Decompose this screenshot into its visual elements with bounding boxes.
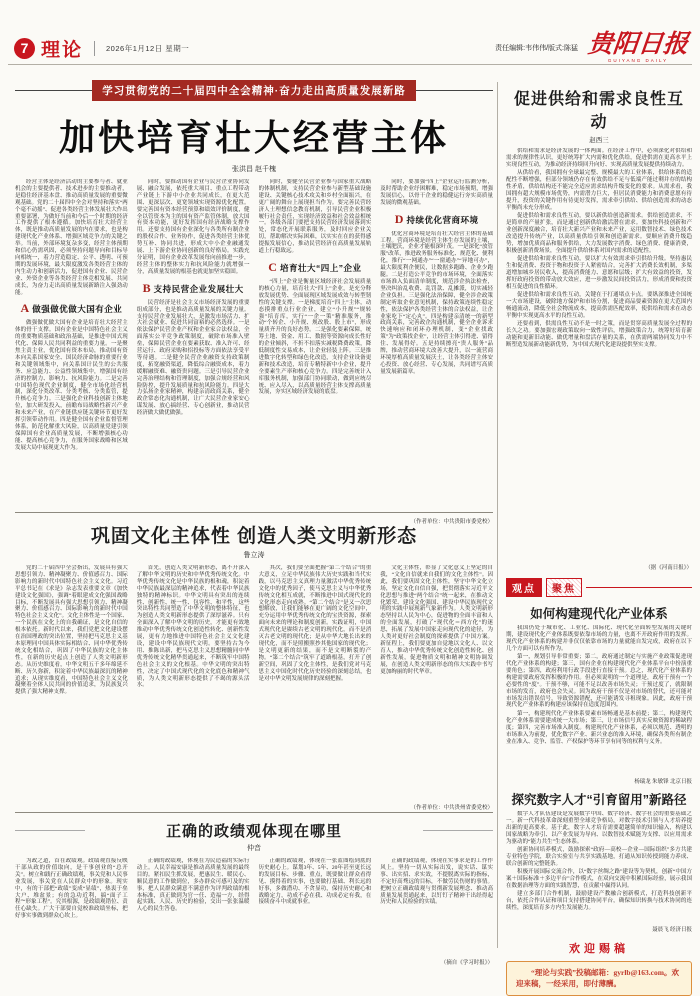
sidebar-byline: 赵西三 bbox=[589, 137, 609, 144]
text-block bbox=[380, 231, 493, 517]
header-left bbox=[14, 35, 189, 62]
sidebar-divider bbox=[497, 82, 498, 948]
source-note: （据《河南日报》） bbox=[645, 565, 692, 571]
paragraph: 做强做优做大国有企业是培育壮大经营主体的骨干支撑。国有企业是中国特色社会主义的重要物质基础和政治基础，是推进中国式现代化、保障人民共同利益的重要力量。一是聚焦主责主业，优化国有资本布局，推动国有资本向关系国家安全、国民经济命脉的重要行业和关键领域集中，向关系国计民生的公共服务、应急能力、公益性领域集中，增强国有经济的控制力、影响力、抗风险能力。二是完善中国特色现代企业制度，健全市场化经营机制，深化分类改革、分类考核、分类监管，提升核心竞争力。三是强化企业科技创新主体地位，加大研发投入，前瞻布局战略性新兴产业和未来产业，在产业链供应链关键环节更好发挥引领带动作用。四是健全国有企业监督管理体系，防范化解重大风险，以高质量党建引领保障国有企业高质量发展，不断增强核心功能、提高核心竞争力，在服务国家战略和区域发展大局中展现更大作为。 bbox=[15, 320, 128, 451]
sidebar-article-digital-talent bbox=[506, 790, 692, 933]
section-heading-d bbox=[380, 212, 493, 227]
contribute-heading: 欢迎赐稿 bbox=[569, 943, 629, 955]
paragraph: 第一，构建现代化产业体系要素市场畅通是基本前提；第二，构建现代化产业体系需要建成统一大市场；第三，让市场信号真实反映资源的稀缺程度；第四，完善市场准入制度。构建现代化产业体系，必须以规范、透明的市场准入为前提，优化数字产业、新兴业态的准入环境，确保各类所有制企业在准入、竞争、监管、产权保护等环节享有同等的权利与义务。 bbox=[506, 710, 692, 745]
bottom-columns bbox=[15, 858, 493, 970]
editor-credit: 责任编辑:韦伟伟/版式:陈猛 bbox=[495, 45, 578, 52]
section-letter: B bbox=[142, 280, 151, 295]
bottom-byline: 仲音 bbox=[247, 845, 261, 852]
paragraph: 正确的政绩观，体现在实事求是的工作作风上。坚持一切从实际出发，说实话、谋实事、出实招、求实效，不提脱离实际的指标，不定好高骛远的目标，不做劳民伤财的事情。把树立正确政绩观与贯彻新发展理念、推动高质量发展贯通起来，以钉钉子精神干出经得起历史和人民检验的实绩。 bbox=[380, 858, 493, 906]
paragraph: 同时，要推动国有企业与民营企业协同发展、融合发展，依托重大项目、重点工程带动产业链上下游中小企业共同成长，在更大范围、更深层次、更宽领域实现资源优化配置。要完善国有资本经营预算和绩效评价制度，健全以管资本为主的国有资产监管体制，放大国有资本功能，更好发挥国有经济战略支撑作用。还要支持国有企业深化与各类所有制企业的股权合作、业务协作，促进各类经营主体优势互补、协同共进，形成大中小企业融通发展、上下游企业协同创新的良好格局。实践充分证明，国有企业改革发展每向前推进一步，经营主体的整体实力和抗风险能力就增强一分，高质量发展的根基也就更加坚实稳固。 bbox=[136, 179, 250, 275]
sidebar-article-industry-system bbox=[506, 604, 692, 785]
text-block bbox=[506, 148, 692, 561]
paragraph: 正确的政绩观，体现在为民造福的实际行动上。人民幸福安康是推动高质量发展的最终目的。紧扣民生抓发展，把惠民生、暖民心、顺民意的工作做到位，多办群众可感可及的实事，把人民群众满意不满意作为评判政绩的根本标准，真正做到为官一任、造福一方，经得起实践、人民、历史的检验，交出一张张温暖人心的民生答卷。 bbox=[136, 858, 250, 913]
headline-line-right bbox=[423, 830, 493, 831]
section-title: 培育壮大“四上”企业 bbox=[279, 262, 362, 273]
section-letter: A bbox=[20, 301, 30, 316]
paragraph: 第一，规划引导非常重要；第二，政府通过制定与实施产业政策促进现代化产业体系的构建；第三，国有企业在构建现代化产业体系平台中扮演重要角色；第四，政府利用行政手段进行直接干预。总之，现代化产业体系的构建需要政府发挥积极的作用。但必须说明的一个道理是，政府干预有一个必要性的“度”。干预不够，可能不足以改善市场失灵；干预过度了，就限制市场的发育，政府也会失灵。因为政府干预不仅是对市场的替代，还可能对市场发出错误信号，导致资源错配，还可能诱发寻租现象。因此，政府干预现代化产业体系的构建应该保持在适度范围内。 bbox=[506, 654, 692, 709]
paragraph: 促进供给和需求良性互动，要以扩大有效需求牵引供给升级。坚持惠民生和促消费、投资于物和投资于人紧密结合，完善扩大消费长效机制，多渠道增加城乡居民收入，提高消费能力、意愿和层级；扩大有效益的投资，发挥好政府投资的带动放大效应，进一步激发民间投资活力，形成消费和投资相互促进的良性循环。 bbox=[506, 256, 692, 290]
section-heading-b bbox=[137, 281, 250, 296]
bottom-column-2 bbox=[137, 858, 250, 970]
sidebar-headline: 探究数字人才“引育留用”新路径 bbox=[511, 793, 687, 807]
badge-rule bbox=[586, 587, 692, 588]
paragraph: 民营经济是社会主义市场经济发展的重要组成部分，也是推动高质量发展的关键力量。支持民营企业发展壮大，是激发市场活力、扩大社会就业、促进共同富裕的必然选择。一是依法保护民营企业产权和企业家合法权益，全面落实公平竞争政策制度，破除市场准入壁垒，保障民营企业在要素获取、准入许可、经营运行、政府采购和招投标等方面依法享受平等待遇。二是健全民营企业融资支持政策制度，拓宽融资渠道，降低综合融资成本，着力缓解融资难、融资贵问题。三是引导民营企业完善治理结构和管理制度，加强合规经营和风险防控，提升发展质量和抗风险能力。四是大力弘扬企业家精神，构建亲清政商关系，健全政企常态化沟通机制，让广大民营企业家安心谋发展、放心搞经营、专心创新业，推动民营经济做大做优做强。 bbox=[136, 299, 250, 417]
paragraph: 促进供给和需求良性互动，要以新供给创造新需求。供给创造需求，不是简单的产量扩张，而是通过创新供给激活潜在需求。要加快科技创新和产业创新深度融合，培育壮大新兴产业和未来产业，运用数智技术、绿色技术改造提升传统产业，以高质量供给引领和创造新需求。要顺应消费升级趋势，增加优质商品和服务供给，大力发展数字消费、绿色消费、健康消费，积极创新消费场景，全面提升供给体系对国内需求的适配性。 bbox=[506, 213, 692, 254]
paragraph: 同时，要健全民营企业参与国家重大战略的体制机制，支持民营企业参与新型基础设施建设、关键核心技术攻关和乡村全面振兴，在更广阔的舞台上展现担当作为。要完善民营经济人士理想信念教育机制，引导民营企业积极履行社会责任，实现经济效益和社会效益相统一。各级各部门要把支持民营经济发展落到实处，常态化开展联系服务，及时回应企业关切，帮助解决实际困难，以实实在在的获得感提振发展信心，推动民营经济在高质量发展轨道上行稳致远。 bbox=[258, 179, 372, 255]
sidebar-article-supply-demand bbox=[506, 86, 692, 571]
middle-headline: 巩固文化主体性 创造人类文明新形态 bbox=[90, 526, 418, 547]
bottom-headline-row bbox=[15, 820, 493, 841]
sidebar-headline: 促进供给和需求良性互动 bbox=[513, 91, 684, 131]
paragraph: 供给和需求是经济发展的一体两面。在经济工作中，必须深化对供给和需求的规律性认识，更好统筹扩大内需和优化供给，促进供需在更高水平上实现良性互动，为推动经济持续回升向好、实现高质量发展提供持续动力。 bbox=[506, 148, 692, 168]
section-title: 支持民营企业发展壮大 bbox=[153, 283, 244, 294]
main-column-1 bbox=[15, 179, 128, 528]
paragraph: 数字人才队伍建设是发展数字中国、数字经济、数字社会的重要基础之一。新一代科技革命深刻重塑全球竞争格局，对数字技术引领与人才培养提出新的更高要求。基于此，数字人才培育需要超越简单的知识输入，构建以国家战略为牵引、以产业发展为导向、以数智技术赋能为支撑、以应用需求为驱动的“能力共生”生态体系。 bbox=[506, 811, 692, 845]
sidebar-headline: 如何构建现代化产业体系 bbox=[530, 607, 668, 621]
paragraph: 文化主体性，彰显了文化意义上坚定的自我，“文化自信就来自我们的文化主体性”。因此，我们要巩固文化主体性，坚守中华文化立场，坚定文化自信自强，把贯彻落实习近平文化思想与推进“两个结合”统一起来，在推动文化繁荣、建设文化强国、建设中华民族现代文明的实践中展现新气象新作为。人类文明新形态坚持以人民为中心，促进物的全面丰富和人的全面发展，打破了“现代化＝西方化”的迷思，拓展了发展中国家走向现代化的途径，为人类对更好社会制度的探索提供了中国方案。新征程上，我们要更加自觉地以文化人、以文育人，推动中华优秀传统文化创造性转化、创新性发展，促进物质文明和精神文明协调发展，在创造人类文明新形态的伟大实践中书写更加绚丽的时代华章。 bbox=[380, 565, 493, 675]
header-right bbox=[495, 32, 688, 64]
masthead bbox=[588, 32, 688, 64]
header-rule bbox=[8, 64, 692, 65]
credit-line: 杨瑞龙 朱敏锋 北京日报 bbox=[634, 779, 692, 785]
paragraph: 优化营商环境是培育壮大经营主体的基础工程。营商环境是经营主体生存发展的土壤，土壤肥沃，企业才能根深叶茂。一是深化“放管服”改革，推进政务服务标准化、规范化、便利化，推行“一网通办”“一窗通办”“异地可办”，最大限度利企便民，让数据多跑路、企业少跑腿。二是打造公平竞争的市场环境，全面落实市场准入负面清单制度，规范涉企执法检查，坚决纠治乱收费、乱罚款、乱摊派，切实减轻企业负担。三是强化法治保障，健全涉企政策制定听取企业意见机制，保持政策连续性稳定性，依法保护各类经营主体的合法权益，让企业家吃下“定心丸”。四是构建亲清统一的新型政商关系，完善政企沟通机制，健全企业诉求快速响应和闭环办理机制，变“企业找政策”为“政策找企业”，让经营主体引得进、留得住、发展得好。五是持续擦亮“贵人服务”品牌，推动营商环境大改善大提升，以一流营商环境厚植高质量发展沃土，让各类经营主体安心投资、放心经营、专心发展，共同谱写高质量发展新篇章。 bbox=[380, 230, 493, 375]
main-columns bbox=[15, 179, 493, 528]
source-note: （摘自《学习时报》） bbox=[440, 960, 493, 966]
date-label: 2026年1月12日 星期一 bbox=[106, 43, 190, 53]
bottom-article bbox=[15, 812, 493, 970]
middle-column-2 bbox=[137, 565, 250, 815]
credit-line: 聂晨飞 经济日报 bbox=[652, 927, 692, 933]
page-header bbox=[14, 33, 688, 63]
paragraph: 党的二十届四中全会指出，发展具有强大思想引领力、精神凝聚力、价值感召力、国际影响力的新时代中国特色社会主义文化。习近平总书记在《求是》杂志发表重要文章《加快建设文化强国》，强调“着眼建成文化强国战略目标，不断发展具有强大思想引领力、精神凝聚力、价值感召力、国际影响力的新时代中国特色社会主义文化”。文化主体性是一个国家、一个民族在文化上的自我确证，是文化自信的根本依托。新时代以来，我们党把文化建设摆在治国理政的突出位置，坚持把马克思主义基本原理同中国具体实际相结合、同中华优秀传统文化相结合，巩固了中华民族的文化主体性，在新的历史起点上创造了人类文明新形态。从历史维度看，中华文明五千多年绵延不断、历久弥新，积淀着中华民族最深沉的精神追求；从现实维度看，中国特色社会主义文化凝聚着全体人民共同的价值追求，为民族复兴提供了强大精神支撑。 bbox=[15, 565, 128, 696]
text-block bbox=[506, 811, 692, 923]
section-heading-a bbox=[15, 301, 128, 316]
middle-column-1 bbox=[15, 565, 128, 815]
paragraph: 我国仍处于城市化、工业化、国际化、现代化全面转型发展的关键时期，建设现代化产业体系既要依靠市场的力量，也离不开政府作用的发挥。现代化产业体系的构建并非仅仅依靠市场的力量就能自发完成，政府在以下几个方面可以有所作为。 bbox=[506, 625, 692, 652]
contribute-text: “理论与实践”投稿邮箱：gyrlb@163.com。欢迎来稿，一经采用，即付薄酬。 bbox=[516, 968, 680, 988]
section-heading-c bbox=[259, 260, 372, 275]
main-column-4 bbox=[380, 179, 493, 528]
page-number-badge: 7 bbox=[14, 38, 35, 59]
banner-line-left bbox=[15, 90, 92, 91]
banner-line-right bbox=[416, 90, 493, 91]
paragraph: 积极开展国际交流合作，以“数字丝绸之路”建设等为契机，创新“中国方案＋国际标准＋多边平台”合作模式，在双向交流中积累国际经验，展示我国在数据治理等方面的实践智慧，在贡献中赢得认同。 bbox=[506, 869, 692, 890]
middle-columns bbox=[15, 565, 493, 815]
theme-banner-row bbox=[15, 80, 493, 101]
paragraph: 其次，我们要全面把握“第二个结合”的重大意义，立足中华民族伟大历史实践和当代实践，以马克思主义真理力量激活中华优秀传统文化中的优秀因子，使马克思主义与中华优秀传统文化相互成就，不断推进中国式现代化的文化形态走向成熟。“第二个结合”是又一次思想解放，让我们能够在更广阔的文化空间中，充分运用中华优秀传统文化的宝贵资源，探索面向未来的理论和制度创新。实践证明，中国式现代化是赓续古老文明的现代化，而不是消灭古老文明的现代化；是从中华大地长出来的现代化，而不是照搬照抄其他国家的现代化；是文明更新的结果，而不是文明断裂的产物。“第二个结合”筑牢了道路根基，打开了创新空间，巩固了文化主体性，是我们党对马克思主义中国化时代化历史经验的深刻总结，也是对中华文明发展规律的深刻把握。 bbox=[258, 565, 372, 682]
bottom-headline: 正确的政绩观体现在哪里 bbox=[165, 823, 342, 840]
middle-column-3 bbox=[259, 565, 372, 815]
middle-byline: 鲁立涛 bbox=[243, 552, 265, 559]
main-headline: 加快培育壮大经营主体 bbox=[58, 117, 449, 158]
paragraph: 建立多部门合作机制，鼓励建设产教融合创新模式，打造科技创新平台，依托合作认证和项目支持搭建协同平台，确保知识转换与技术协同的连续性，深度培育多方内生发展能力。 bbox=[506, 891, 692, 912]
paragraph: 正确的政绩观，体现在一张蓝图绘到底的历史耐心上。谋划3年、5年、20年甚至更长远的发展目标、步骤、重点，既要做让群众看得见、摸得着的实事，也要做打基础、利长远的好事，多做潜功、不贪显功，保持历史耐心和战略定力，功成不必在我、功成必定有我，在接续奋斗中成就事业。 bbox=[258, 858, 372, 906]
badge-viewpoint-label: 观点 bbox=[506, 578, 542, 597]
paragraph: 从供给看，我国拥有全球最完整、规模最大的工业体系，供给体系的适配性不断增强，但部分领域仍存在有效供给不足与低端产能过剩并存的结构性矛盾，供给结构还不能完全适应需求结构升级变化的要求。从需求看，我国拥有超大规模市场优势，内需潜力巨大，但居民消费能力和消费意愿有待提升，投资的关键作用有待更好发挥，需求牵引供给、供给创造需求的动态平衡尚未充分形成。 bbox=[506, 170, 692, 211]
text-block bbox=[380, 858, 493, 958]
contribute-section bbox=[506, 940, 692, 996]
main-article bbox=[15, 80, 493, 528]
theme-banner: 学习贯彻党的二十届四中全会精神·奋力走出高质量发展新路 bbox=[92, 80, 416, 101]
bottom-column-4 bbox=[380, 858, 493, 970]
author-note: （作者单位：中共贵阳市委党校） bbox=[410, 518, 493, 525]
paragraph: “四上”企业是衡量区域经济社会发展质量的核心力量，培育壮大“四上”企业，是充分释放发展优势、全面展现区域发展成效与转型韧性的关键支撑。一是梯度培育“四上”主体，动态摸排重点行业企业，建立“小升规”“规转强”培育库，实行“一企一策”精准服务，推动“个转企、小升规、规改股、股上市”，形成量质齐升的良好态势。二是强化要素保障，统筹土地、资金、用工、数据等资源向成长性好的企业倾斜，不折不扣落实减税降费政策，降低制度性交易成本，让企业轻装上阵。三是推进数字化转型和绿色化改造，支持企业设备更新和技术改造，培育专精特新中小企业，提升全要素生产率和核心竞争力。四是完善统计入库服务机制，加强部门协同联动，做到应统尽统、应入尽入，以高质量经营主体支撑高质量发展，夯实区域经济发展的底盘。 bbox=[258, 278, 372, 396]
text-block bbox=[506, 625, 692, 775]
paragraph: 经营主体是经济活动的主要参与者、就业机会的主要提供者、技术进步的主要推动者，是稳住经济基本盘、推动高质量发展的重要微观基础。党的二十届四中全会对坚持和落实“两个毫不动摇”、促进各类经营主体发展壮大作出重要部署，为做好当前和今后一个时期的经济工作提供了根本遵循。加快培育壮大经营主体，既是推动高质量发展的内在要求，也是构建现代化产业体系、增强区域竞争力的关键之举。当前，外部环境复杂多变，经营主体预期和信心仍需巩固，必须坚持问题导向和目标导向相统一，着力营造稳定、公平、透明、可预期的发展环境，最大限度激发各类经营主体的内生动力和创新活力，促进国有企业、民营企业、外资企业等各类经营主体竞相发展、共同成长，为奋力走出高质量发展新路注入强劲动能。 bbox=[15, 179, 128, 296]
paragraph: 同时，要加强“四上”企业运行监测分析，及时帮助企业纾困解难，稳定市场预期，增强发展信心，以骨干企业的稳健运行夯实高质量发展的微观基础。 bbox=[380, 179, 493, 206]
paragraph: 为政之道，首在政绩观。政绩观直接反映干部从政的价值取向，是干事创业的“总开关”。树立和践行正确政绩观，事关党和人民事业发展，事关党在人民群众中的形象。现实中，有的干部把“政绩”变成“显绩”，热衷于垒大户、堆盆景；有的急功近利，搞“面子工程”“形象工程”。究其根源，是政绩观错位、责任心缺失。广大干部要自觉校准政绩坐标，把好事实事做到群众心坎上。 bbox=[15, 858, 128, 920]
sidebar bbox=[506, 84, 692, 996]
main-byline: 张洪昌 赵千槐 bbox=[232, 166, 276, 173]
paragraph: 创新协同培养模式，鼓励探索“政府—高校—企业—国际组织”多方共建专业特色学院，联合实验室与共享实践基地，打通从知识传授到能力养成、联合创新的完整链条。 bbox=[506, 847, 692, 867]
badge-focus-label: 聚焦 bbox=[546, 578, 582, 597]
main-column-2 bbox=[137, 179, 250, 528]
main-column-3 bbox=[259, 179, 372, 528]
paragraph: 还要看到，供需良性互动不是一时之策，而是贯穿高质量发展全过程的长久之功。要加强宏观政策取向一致性评估，增强政策合力，统筹好培育新动能和更新旧动能、做优增量和盘活存量的关系，在供需两端协同发力中不断塑造发展新动能新优势，为中国式现代化建设提供坚实支撑。 bbox=[506, 321, 692, 348]
viewpoint-badge bbox=[506, 578, 692, 597]
masthead-title: 贵阳日报 bbox=[586, 31, 690, 59]
headline-line-left bbox=[15, 830, 85, 831]
bottom-column-3 bbox=[259, 858, 372, 970]
masthead-subtitle: GUIYANG DAILY bbox=[607, 58, 669, 64]
text-block bbox=[380, 565, 493, 803]
section-title: 持续优化营商环境 bbox=[406, 214, 479, 225]
section-letter: C bbox=[268, 259, 277, 274]
bottom-column-1 bbox=[15, 858, 128, 970]
paragraph: 促进供给和需求良性互动，关键在于打通堵点卡点。要纵深推进全国统一大市场建设，破除地方保护和市场分割，促进商品要素资源在更大范围内畅通流动，降低全社会物流成本，提高供需匹配效率，使供给和需求在动态平衡中实现更高水平的良性互动。 bbox=[506, 292, 692, 319]
section-letter: D bbox=[394, 211, 404, 226]
paragraph: 首先，创造人类文明新形态，离不开深入了解中华文明的历史和中华优秀传统文化。中华优秀传统文化是中华民族的根和魂，积淀着中华民族最深层的精神追求，代表着中华民族独特的精神标识。中华文明具有突出的连续性、创新性、统一性、包容性、和平性，这些突出特性共同塑造了中华文明的整体特征，也为创造人类文明新形态提供了深厚滋养。只有全面深入了解中华文明的历史，才能更有效地推动中华优秀传统文化创造性转化、创新性发展，更有力地推进中国特色社会主义文化建设，建设中华民族现代文明。要坚持古为今用、推陈出新，把马克思主义思想精髓同中华优秀传统文化精华贯通起来，不断筑牢中国特色社会主义的文化根基。中华文明的突出特性，决定了中国式现代化的文化底色和精神气质，为人类文明新形态提供了不竭的源头活水。 bbox=[136, 565, 250, 689]
middle-article bbox=[15, 512, 493, 815]
section-label: 理论 bbox=[41, 39, 84, 61]
contribute-box bbox=[506, 961, 692, 996]
author-note: （作者单位：中共贵州省委党校） bbox=[410, 805, 493, 811]
header-divider bbox=[94, 41, 95, 56]
middle-column-4 bbox=[380, 565, 493, 815]
section-title: 做强做优做大国有企业 bbox=[32, 304, 123, 315]
